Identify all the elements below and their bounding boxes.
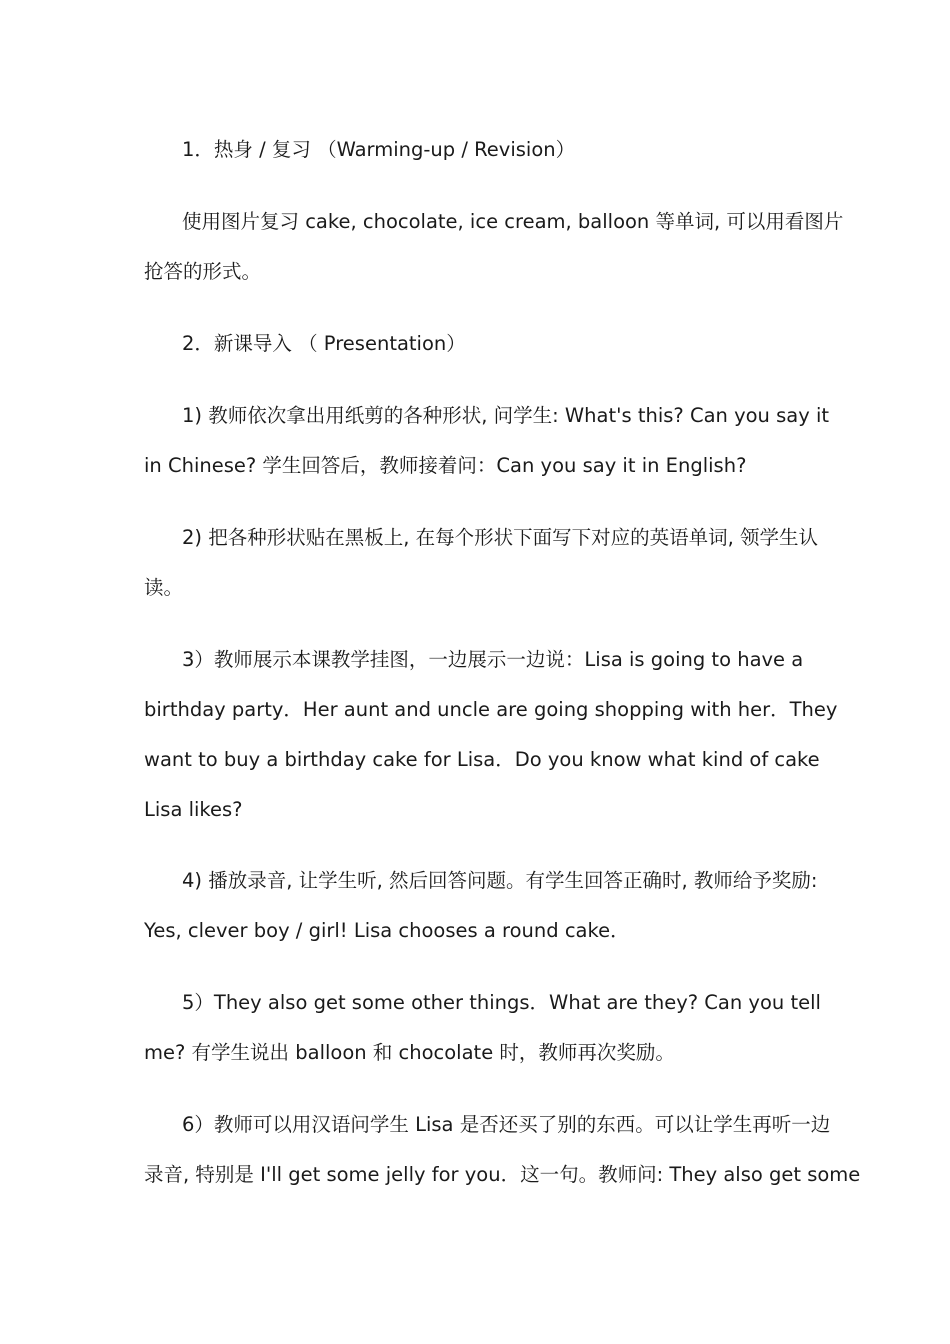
paragraph-line: 1) 教师依次拿出用纸剪的各种形状, 问学生: What's this? Can you say it bbox=[182, 404, 830, 427]
paragraph-step-5 bbox=[144, 978, 821, 1078]
paragraph-step-4 bbox=[144, 856, 818, 956]
paragraph-step-2 bbox=[144, 513, 819, 613]
section-1-heading bbox=[144, 125, 812, 175]
paragraph-line: 6）教师可以用汉语问学生 Lisa 是否还买了别的东西。可以让学生再听一边 bbox=[182, 1113, 831, 1136]
paragraph-line: 录音, 特别是 I'll get some jelly for you．这一句。教师问: They also get some bbox=[144, 1163, 861, 1186]
paragraph-line: 使用图片复习 cake, chocolate, ice cream, balloon 等单词, 可以用看图片 bbox=[182, 210, 844, 233]
paragraph-step-6 bbox=[144, 1100, 861, 1200]
paragraph-line: 3）教师展示本课教学挂图，一边展示一边说：Lisa is going to have a bbox=[182, 648, 804, 671]
paragraph-line: want to buy a birthday cake for Lisa．Do you know what kind of cake bbox=[144, 748, 820, 771]
paragraph-warmup bbox=[144, 197, 844, 297]
paragraph-line: in Chinese? 学生回答后，教师接着问：Can you say it in English? bbox=[144, 454, 747, 477]
paragraph-line: 5）They also get some other things．What are they? Can you tell bbox=[182, 991, 821, 1014]
paragraph-step-1 bbox=[144, 391, 830, 491]
paragraph-line: 抢答的形式。 bbox=[144, 260, 262, 283]
heading-text: 2．新课导入 （ Presentation） bbox=[182, 332, 466, 355]
paragraph-line: birthday party．Her aunt and uncle are going shopping with her．They bbox=[144, 698, 838, 721]
paragraph-line: 读。 bbox=[144, 576, 184, 599]
paragraph-line: 4) 播放录音, 让学生听, 然后回答问题。有学生回答正确时, 教师给予奖励: bbox=[182, 869, 818, 892]
section-2-heading bbox=[144, 319, 812, 369]
paragraph-step-3 bbox=[144, 635, 838, 835]
heading-text: 1．热身 / 复习 （Warming-up / Revision） bbox=[182, 138, 576, 161]
paragraph-line: 2) 把各种形状贴在黑板上, 在每个形状下面写下对应的英语单词, 领学生认 bbox=[182, 526, 819, 549]
paragraph-line: Yes, clever boy / girl! Lisa chooses a round cake． bbox=[144, 919, 630, 942]
paragraph-line: me? 有学生说出 balloon 和 chocolate 时，教师再次奖励。 bbox=[144, 1041, 675, 1064]
paragraph-line: Lisa likes? bbox=[144, 798, 243, 821]
